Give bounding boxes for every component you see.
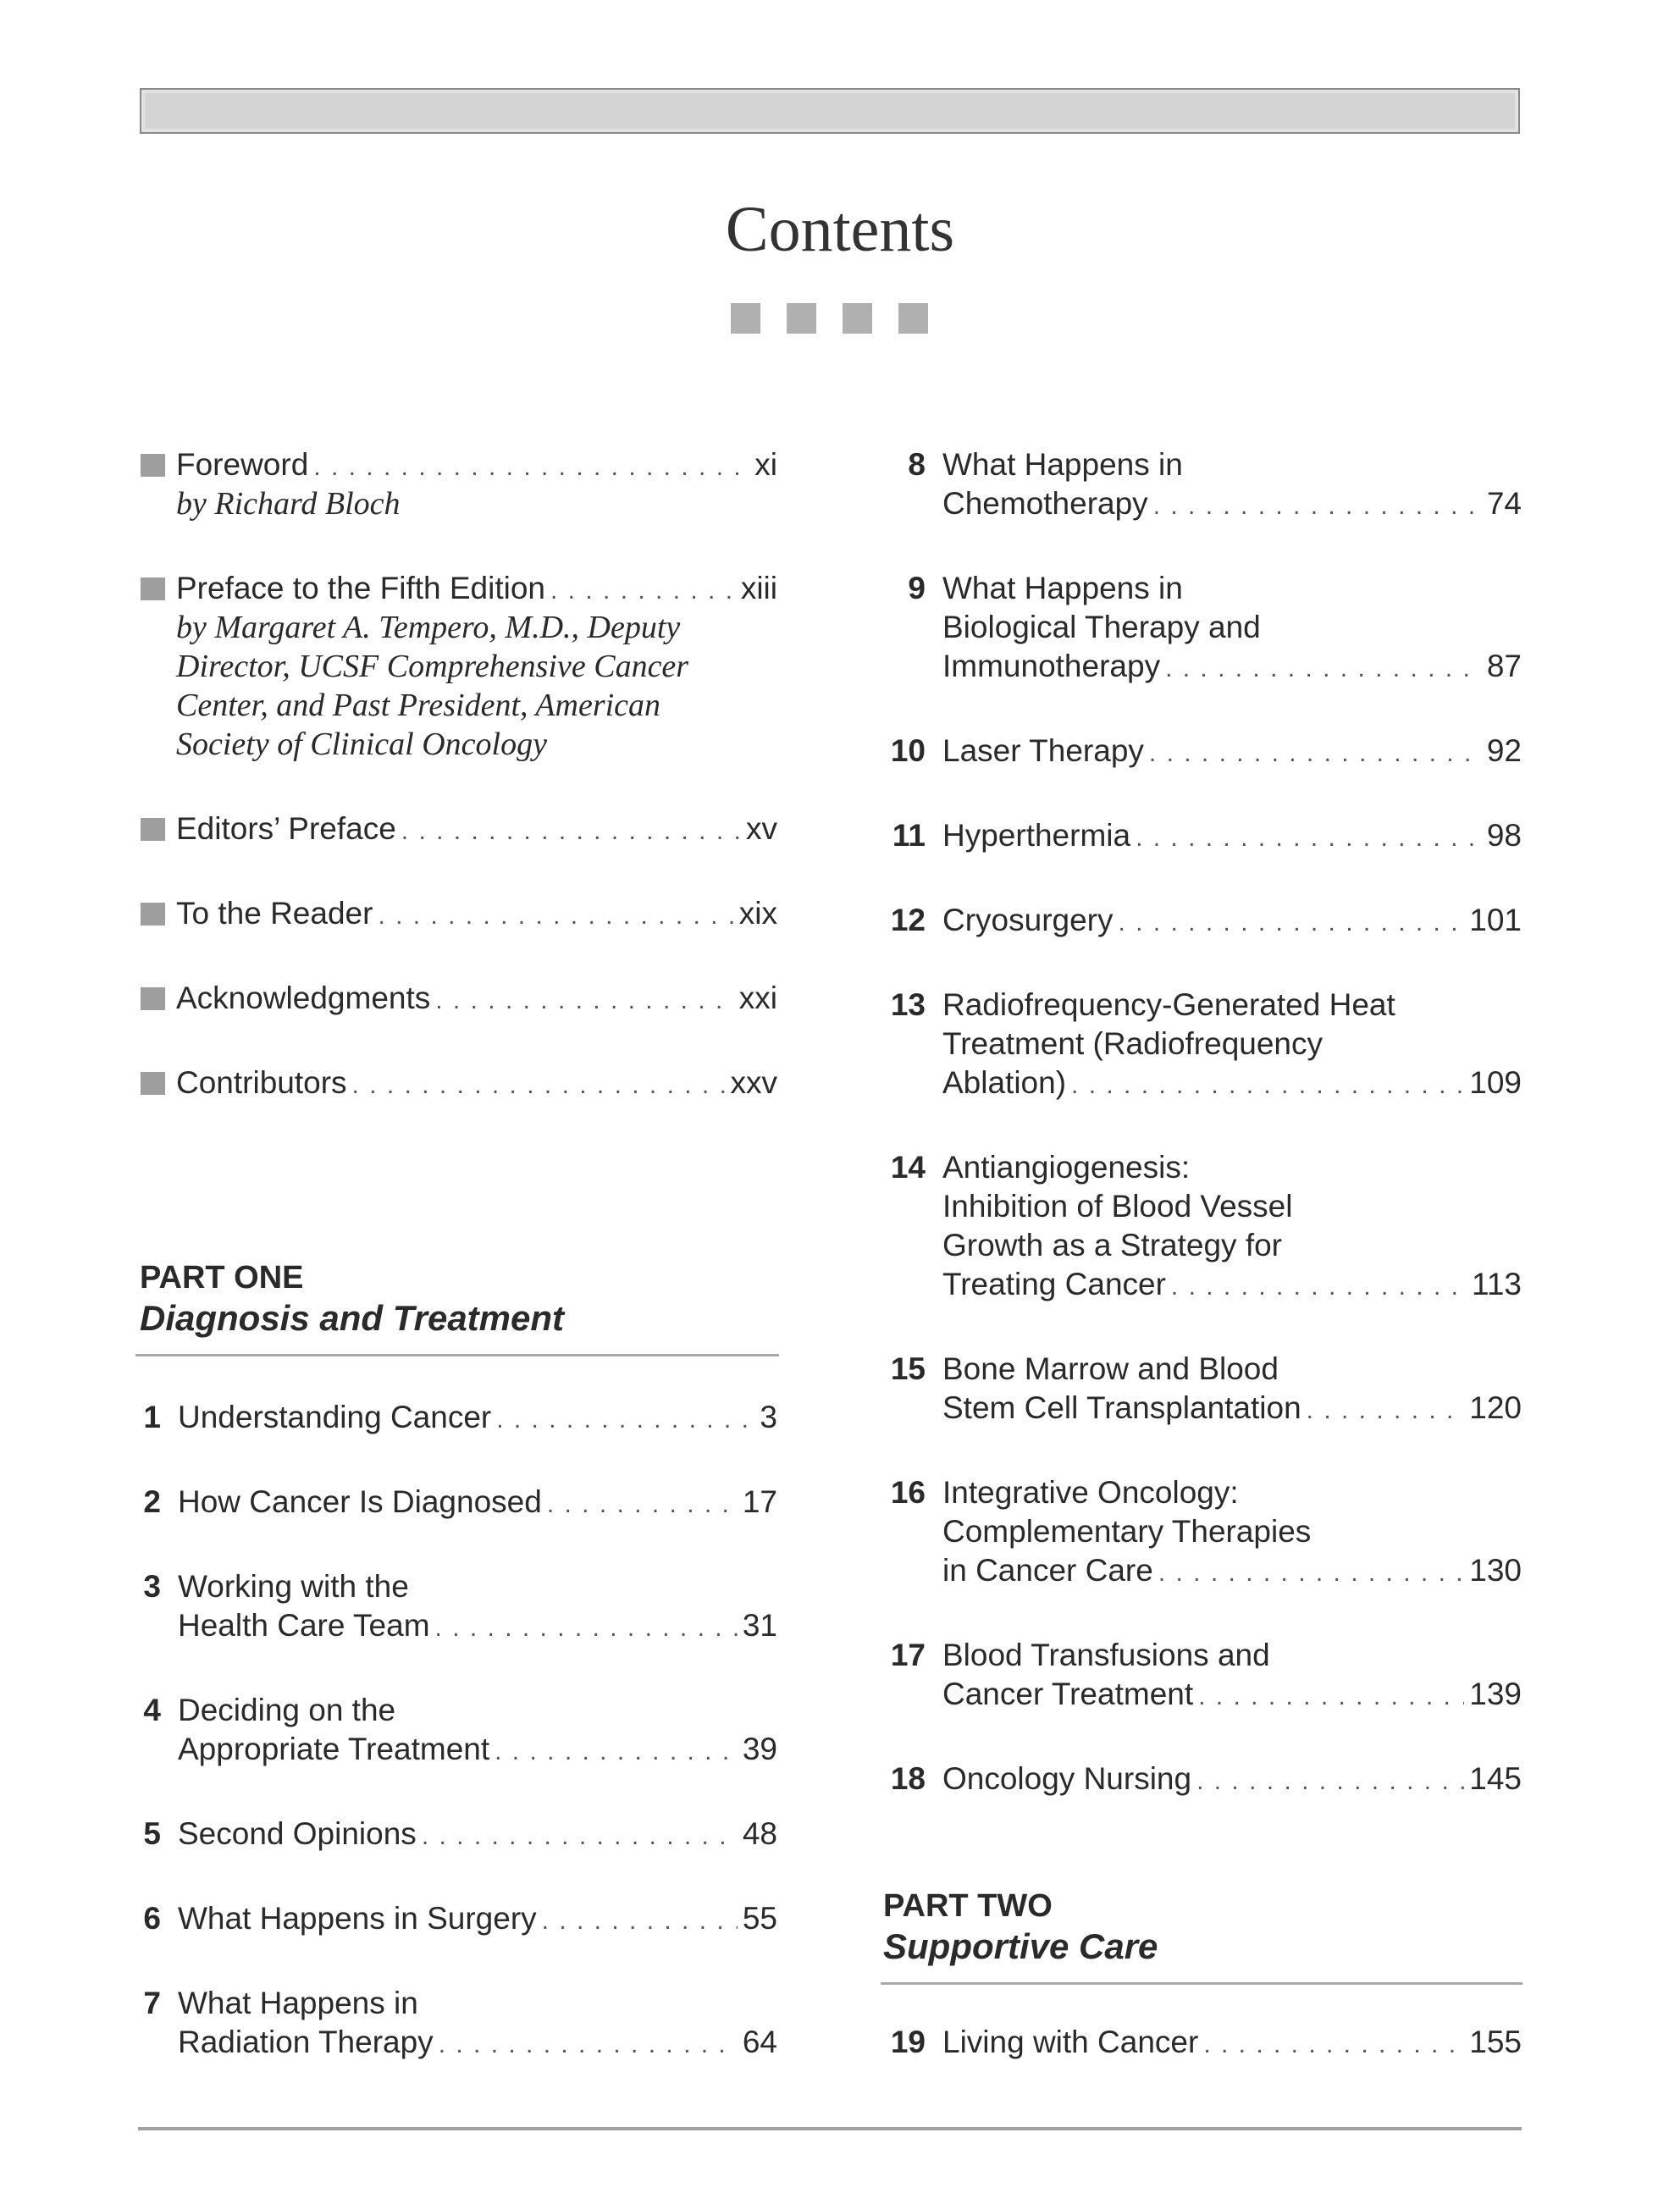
chapter-number: 3: [143, 1569, 161, 1604]
chapter-number: 7: [143, 1986, 161, 2020]
toc-chapter-10[interactable]: [890, 732, 1522, 771]
chapter-number: 5: [143, 1816, 161, 1851]
chapter-title-line: Growth as a Strategy for: [942, 1228, 1283, 1262]
chapter-title-line: Radiation Therapy: [178, 2025, 434, 2059]
entry-byline: by Richard Bloch: [176, 486, 401, 522]
chapter-page: 155: [1469, 2025, 1522, 2059]
dot-leader: [313, 448, 749, 487]
chapter-title-line: Complementary Therapies: [942, 1514, 1312, 1549]
chapter-number: 15: [890, 1351, 926, 1386]
toc-chapter-9[interactable]: [908, 569, 1522, 686]
chapter-number: 19: [890, 2025, 926, 2059]
ornament-square-icon: [843, 303, 872, 334]
dot-leader: [352, 1066, 726, 1105]
toc-chapter-12[interactable]: [890, 901, 1522, 940]
entry-byline: Director, UCSF Comprehensive Cancer: [176, 649, 689, 684]
chapter-page: 130: [1469, 1553, 1522, 1588]
toc-chapter-5[interactable]: [143, 1815, 777, 1854]
dot-leader: [547, 1485, 738, 1524]
chapter-title-line: Antiangiogenesis:: [942, 1150, 1191, 1185]
chapter-page: 87: [1486, 649, 1522, 683]
entry-label: To the Reader: [176, 896, 373, 931]
toc-chapter-4[interactable]: [143, 1691, 777, 1769]
chapter-title-line: in Cancer Care: [942, 1553, 1153, 1588]
entry-label: Contributors: [176, 1065, 347, 1100]
chapter-number: 8: [908, 447, 926, 482]
chapter-title-line: Inhibition of Blood Vessel: [942, 1189, 1293, 1224]
chapter-page: 3: [760, 1400, 777, 1434]
chapter-page: 39: [742, 1732, 777, 1766]
chapter-title-line: What Happens in: [942, 447, 1183, 482]
title-ornament: [731, 303, 928, 334]
dot-leader: [1153, 487, 1482, 526]
toc-chapter-15[interactable]: [890, 1350, 1522, 1428]
dot-leader: [1136, 819, 1482, 858]
chapter-title-line: Integrative Oncology:: [942, 1475, 1239, 1510]
bullet-square-icon: [141, 577, 165, 600]
toc-chapter-16[interactable]: [890, 1473, 1522, 1590]
chapter-title: Cryosurgery: [942, 903, 1114, 937]
ornament-square-icon: [731, 303, 760, 334]
chapter-title: Hyperthermia: [942, 818, 1131, 853]
chapter-title: What Happens in Surgery: [178, 1901, 537, 1936]
chapter-title-line: Ablation): [942, 1065, 1067, 1100]
toc-chapter-14[interactable]: [890, 1148, 1522, 1304]
entry-label: Editors’ Preface: [176, 811, 396, 846]
chapter-title-line: Stem Cell Transplantation: [942, 1390, 1301, 1425]
chapter-number: 9: [908, 571, 926, 605]
chapter-number: 1: [143, 1400, 161, 1434]
chapter-number: 13: [890, 987, 926, 1022]
chapter-number: 11: [892, 818, 926, 853]
dot-leader: [496, 1401, 754, 1439]
chapter-title: Understanding Cancer: [178, 1400, 492, 1434]
entry-byline: Center, and Past President, American: [176, 688, 661, 723]
part-two-title: Supportive Care: [883, 1926, 1158, 1966]
toc-entry-foreword[interactable]: [176, 445, 777, 523]
chapter-title: Laser Therapy: [942, 733, 1144, 768]
chapter-title-line: What Happens in: [178, 1986, 418, 2020]
chapter-title-line: Immunotherapy: [942, 649, 1161, 683]
dot-leader: [1307, 1391, 1465, 1430]
part-one-label: PART ONE: [140, 1260, 304, 1296]
chapter-page: 120: [1469, 1390, 1522, 1425]
chapter-title-line: Radiofrequency-Generated Heat: [942, 987, 1395, 1022]
chapter-title: Second Opinions: [178, 1816, 417, 1851]
chapter-number: 10: [890, 733, 926, 768]
chapter-page: 98: [1486, 818, 1522, 853]
chapter-title-line: Blood Transfusions and: [942, 1638, 1270, 1672]
dot-leader: [439, 2025, 738, 2064]
entry-page: xv: [746, 811, 777, 846]
chapter-page: 48: [742, 1816, 777, 1851]
toc-chapter-17[interactable]: [890, 1636, 1522, 1714]
toc-entry-acknowledgments[interactable]: [176, 979, 777, 1018]
chapter-title: Living with Cancer: [942, 2025, 1199, 2059]
chapter-page: 17: [742, 1484, 777, 1519]
dot-leader: [1198, 1677, 1464, 1716]
part-two-divider: [881, 1982, 1522, 1985]
chapter-number: 16: [890, 1475, 926, 1510]
entry-label: Preface to the Fifth Edition: [176, 571, 546, 605]
bullet-square-icon: [141, 987, 165, 1010]
dot-leader: [495, 1732, 738, 1771]
part-one-divider: [135, 1354, 779, 1356]
bullet-square-icon: [141, 454, 165, 477]
toc-entry-contributors[interactable]: [176, 1064, 777, 1102]
bullet-square-icon: [141, 903, 165, 925]
chapter-page: 139: [1469, 1677, 1522, 1711]
entry-page: xxv: [730, 1065, 777, 1100]
chapter-number: 18: [890, 1761, 926, 1796]
chapter-title-line: Treating Cancer: [942, 1267, 1166, 1301]
chapter-page: 55: [742, 1901, 777, 1936]
chapter-number: 14: [890, 1150, 926, 1185]
bullet-square-icon: [141, 818, 165, 841]
chapter-page: 101: [1469, 903, 1522, 937]
chapter-number: 6: [143, 1901, 161, 1936]
chapter-title: How Cancer Is Diagnosed: [178, 1484, 542, 1519]
entry-page: xxi: [738, 981, 777, 1015]
chapter-title-line: Treatment (Radiofrequency: [942, 1026, 1324, 1061]
dot-leader: [1071, 1066, 1464, 1105]
footer-divider: [138, 2127, 1522, 2130]
chapter-title-line: What Happens in: [942, 571, 1183, 605]
chapter-title-line: Chemotherapy: [942, 486, 1148, 521]
header-bar: [140, 88, 1520, 134]
dot-leader: [1158, 1554, 1464, 1593]
chapter-title-line: Health Care Team: [178, 1608, 430, 1643]
entry-byline: by Margaret A. Tempero, M.D., Deputy: [176, 610, 681, 645]
toc-chapter-18[interactable]: [890, 1760, 1522, 1798]
chapter-number: 4: [143, 1693, 161, 1727]
toc-entry-preface[interactable]: [176, 569, 777, 764]
chapter-title: Oncology Nursing: [942, 1761, 1192, 1796]
entry-page: xiii: [740, 571, 777, 605]
dot-leader: [1171, 1268, 1467, 1307]
toc-chapter-6[interactable]: [143, 1899, 777, 1938]
chapter-title-line: Appropriate Treatment: [178, 1732, 490, 1766]
part-two-label: PART TWO: [883, 1888, 1053, 1924]
toc-chapter-3[interactable]: [143, 1567, 777, 1645]
dot-leader: [435, 981, 734, 1020]
chapter-title-line: Deciding on the: [178, 1693, 396, 1727]
entry-label: Foreword: [176, 447, 309, 482]
dot-leader: [1165, 649, 1482, 688]
dot-leader: [435, 1609, 738, 1648]
chapter-page: 74: [1486, 486, 1522, 521]
dot-leader: [1203, 2025, 1464, 2064]
toc-chapter-8[interactable]: [908, 445, 1522, 523]
entry-page: xix: [738, 896, 777, 931]
part-one-title: Diagnosis and Treatment: [140, 1298, 565, 1338]
chapter-page: 31: [742, 1608, 777, 1643]
entry-page: xi: [754, 447, 777, 482]
ornament-square-icon: [898, 303, 928, 334]
chapter-title-line: Biological Therapy and: [942, 610, 1261, 644]
chapter-title-line: Bone Marrow and Blood: [942, 1351, 1279, 1386]
chapter-page: 113: [1472, 1267, 1522, 1301]
chapter-number: 17: [890, 1638, 926, 1672]
dot-leader: [378, 897, 733, 936]
page-title: Contents: [725, 194, 955, 265]
ornament-square-icon: [787, 303, 816, 334]
dot-leader: [542, 1902, 738, 1941]
dot-leader: [550, 572, 736, 611]
dot-leader: [401, 812, 741, 851]
toc-chapter-11[interactable]: [892, 816, 1522, 855]
dot-leader: [1149, 734, 1482, 773]
toc-chapter-2[interactable]: [143, 1483, 777, 1522]
dot-leader: [1196, 1762, 1464, 1801]
chapter-number: 2: [143, 1484, 161, 1519]
bullet-square-icon: [141, 1072, 165, 1095]
dot-leader: [1119, 903, 1465, 942]
chapter-number: 12: [890, 903, 926, 937]
chapter-title-line: Working with the: [178, 1569, 409, 1604]
toc-chapter-1[interactable]: [143, 1398, 777, 1437]
entry-byline: Society of Clinical Oncology: [176, 727, 547, 762]
chapter-page: 145: [1469, 1761, 1522, 1796]
toc-chapter-13[interactable]: [890, 986, 1522, 1102]
chapter-page: 64: [742, 2025, 777, 2059]
dot-leader: [422, 1817, 738, 1856]
chapter-page: 109: [1469, 1065, 1522, 1100]
chapter-title-line: Cancer Treatment: [942, 1677, 1194, 1711]
entry-label: Acknowledgments: [176, 981, 431, 1015]
toc-entry-editors-preface[interactable]: [176, 809, 777, 848]
chapter-page: 92: [1486, 733, 1522, 768]
toc-chapter-19[interactable]: [890, 2023, 1522, 2062]
toc-chapter-7[interactable]: [143, 1984, 777, 2062]
toc-entry-to-the-reader[interactable]: [176, 894, 777, 933]
